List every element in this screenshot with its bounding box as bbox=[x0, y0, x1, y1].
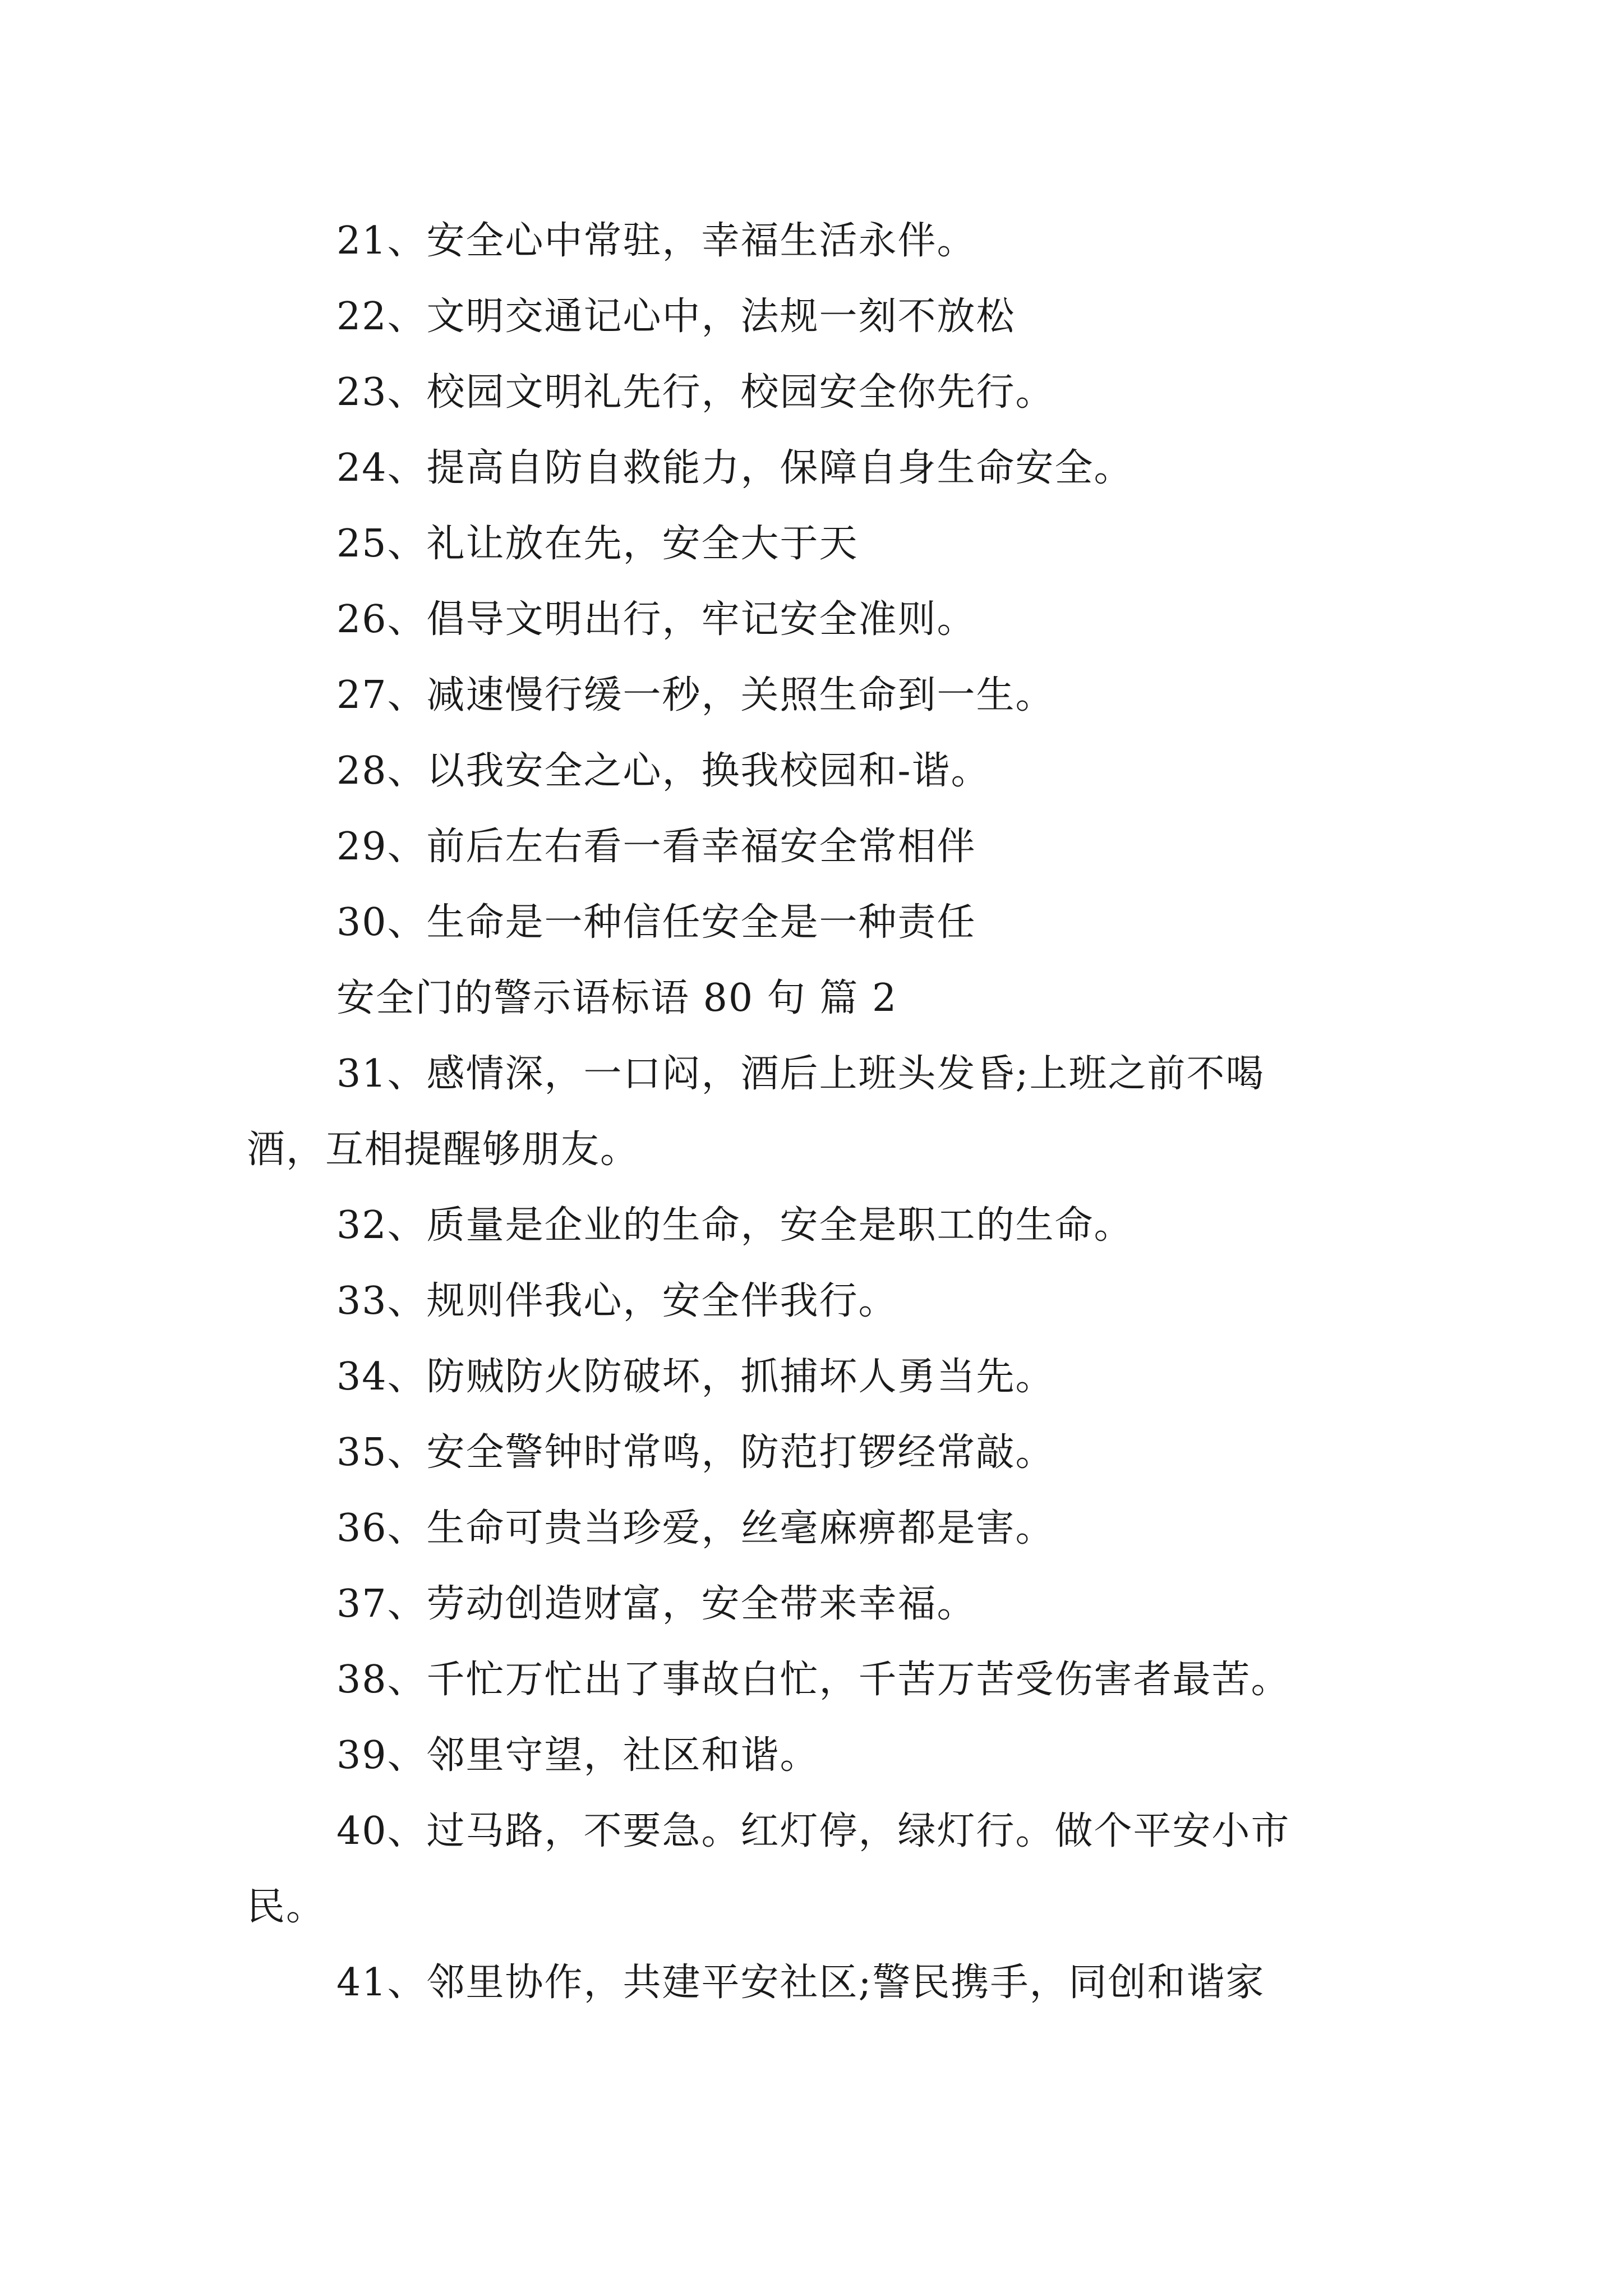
text-line-30: 30、生命是一种信任安全是一种责任 bbox=[336, 900, 976, 945]
text-line-25: 25、礼让放在先，安全大于天 bbox=[336, 522, 859, 566]
text-line-40: 40、过马路，不要急。红灯停，绿灯行。做个平安小市 bbox=[336, 1809, 1290, 1853]
text-line-32: 32、质量是企业的生命，安全是职工的生命。 bbox=[336, 1203, 1133, 1248]
text-line-22: 22、文明交通记心中，法规一刻不放松 bbox=[336, 295, 1016, 339]
text-line-41: 41、邻里协作，共建平安社区;警民携手，同创和谐家 bbox=[336, 1961, 1265, 2005]
text-line-33: 33、规则伴我心，安全伴我行。 bbox=[336, 1279, 898, 1323]
text-line-31-cont: 酒，互相提醒够朋友。 bbox=[247, 1128, 640, 1172]
text-line-21: 21、安全心中常驻，幸福生活永伴。 bbox=[336, 219, 976, 263]
text-line-29: 29、前后左右看一看幸福安全常相伴 bbox=[336, 825, 976, 869]
text-line-39: 39、邻里守望，社区和谐。 bbox=[336, 1733, 819, 1778]
text-line-23: 23、校园文明礼先行，校园安全你先行。 bbox=[336, 370, 1055, 415]
section-heading: 安全门的警示语标语 80 句 篇 2 bbox=[336, 976, 898, 1020]
text-line-24: 24、提高自防自救能力，保障自身生命安全。 bbox=[336, 446, 1133, 490]
text-line-28: 28、以我安全之心，换我校园和-谐。 bbox=[336, 749, 990, 793]
text-line-35: 35、安全警钟时常鸣，防范打锣经常敲。 bbox=[336, 1430, 1055, 1475]
text-line-27: 27、减速慢行缓一秒，关照生命到一生。 bbox=[336, 673, 1055, 717]
text-line-40-cont: 民。 bbox=[247, 1885, 326, 1929]
text-line-34: 34、防贼防火防破坏，抓捕坏人勇当先。 bbox=[336, 1355, 1055, 1399]
text-line-37: 37、劳动创造财富，安全带来幸福。 bbox=[336, 1582, 976, 1626]
text-line-36: 36、生命可贵当珍爱，丝毫麻痹都是害。 bbox=[336, 1506, 1055, 1550]
text-line-38: 38、千忙万忙出了事故白忙，千苦万苦受伤害者最苦。 bbox=[336, 1658, 1290, 1702]
text-line-26: 26、倡导文明出行，牢记安全准则。 bbox=[336, 597, 976, 642]
text-line-31: 31、感情深，一口闷，酒后上班头发昏;上班之前不喝 bbox=[336, 1052, 1265, 1096]
